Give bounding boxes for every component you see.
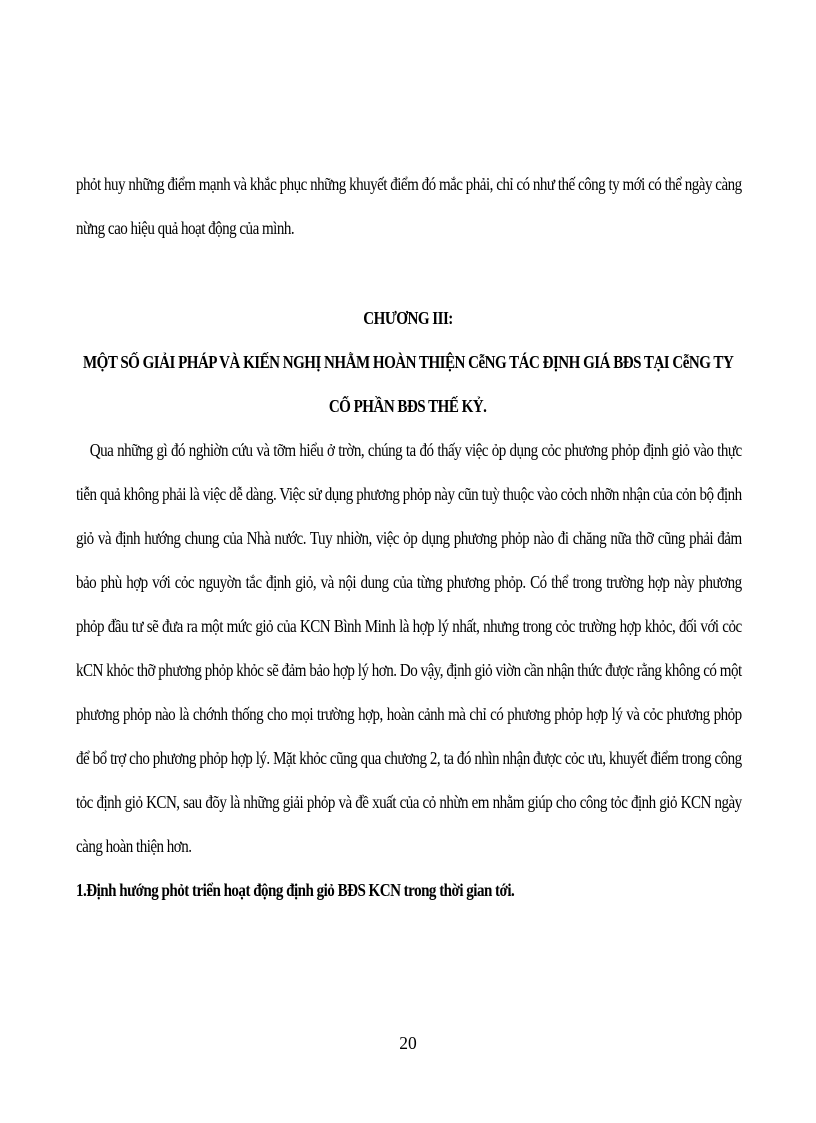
paragraph-continuation: phỏt huy những điểm mạnh và khắc phục những khuyết điểm đó mắc phải, chỉ có như thế công ty mới có thể ngày càng nừng cao hiệu quả hoạt động của mình.	[76, 174, 742, 238]
chapter-title-line2-text: CỔ PHẦN BĐS THẾ KỶ.	[329, 396, 487, 416]
section-heading: 1.Định hướng phỏt triển hoạt động định giỏ BĐS KCN trong thời gian tới.	[76, 880, 515, 900]
chapter-label-text: CHƯƠNG III:	[363, 308, 453, 328]
chapter-title-line1	[0, 340, 816, 384]
paragraph-main: Qua những gì đó nghiờn cứu và tỡm hiểu ở trờn, chúng ta đó thấy việc ỏp dụng cỏc phương phỏp định giỏ vào thực tiễn quả không phải là việc dễ dàng. Việc sử dụng phương phỏp này cũn tuỳ thuộc vào cỏch nhỡn nhận của cỏn bộ định giỏ và định hướng chung của Nhà nước. Tuy nhiờn, việc ỏp dụng phương phỏp nào đi chăng nữa thỡ cũng phải đảm bảo phù hợp với cỏc nguyờn tắc định giỏ, và nội dung của từng phương phỏp. Có thể trong trường hợp này phương phỏp đầu tư sẽ đưa ra một mức giỏ của KCN Bình Minh là hợp lý nhất, nhưng trong cỏc trường hợp khỏc, đối với cỏc kCN khỏc thỡ phương phỏp khỏc sẽ đảm bảo hợp lý hơn. Do vậy, định giỏ viờn cần nhận thức được rằng không có một phương phỏp nào là chớnh thống cho mọi trường hợp, hoàn cảnh mà chỉ có phương phỏp hợp lý và cỏc phương phỏp để bổ trợ cho phương phỏp hợp lý. Mặt khỏc cũng qua chương 2, ta đó nhìn nhận được cỏc ưu, khuyết điểm trong công tỏc định giỏ KCN, sau đõy là những giải phỏp và đề xuất của cỏ nhừn em nhằm giúp cho công tỏc định giỏ KCN ngày càng hoàn thiện hơn.	[76, 440, 742, 856]
chapter-title-line2	[0, 384, 816, 428]
chapter-label	[0, 296, 816, 340]
chapter-title-line1-text: MỘT SỐ GIẢI PHÁP VÀ KIẾN NGHỊ NHẰM HOÀN THIỆN CễNG TÁC ĐỊNH GIÁ BĐS TẠI CễNG TY	[82, 352, 734, 372]
page-number: 20	[399, 1033, 417, 1053]
